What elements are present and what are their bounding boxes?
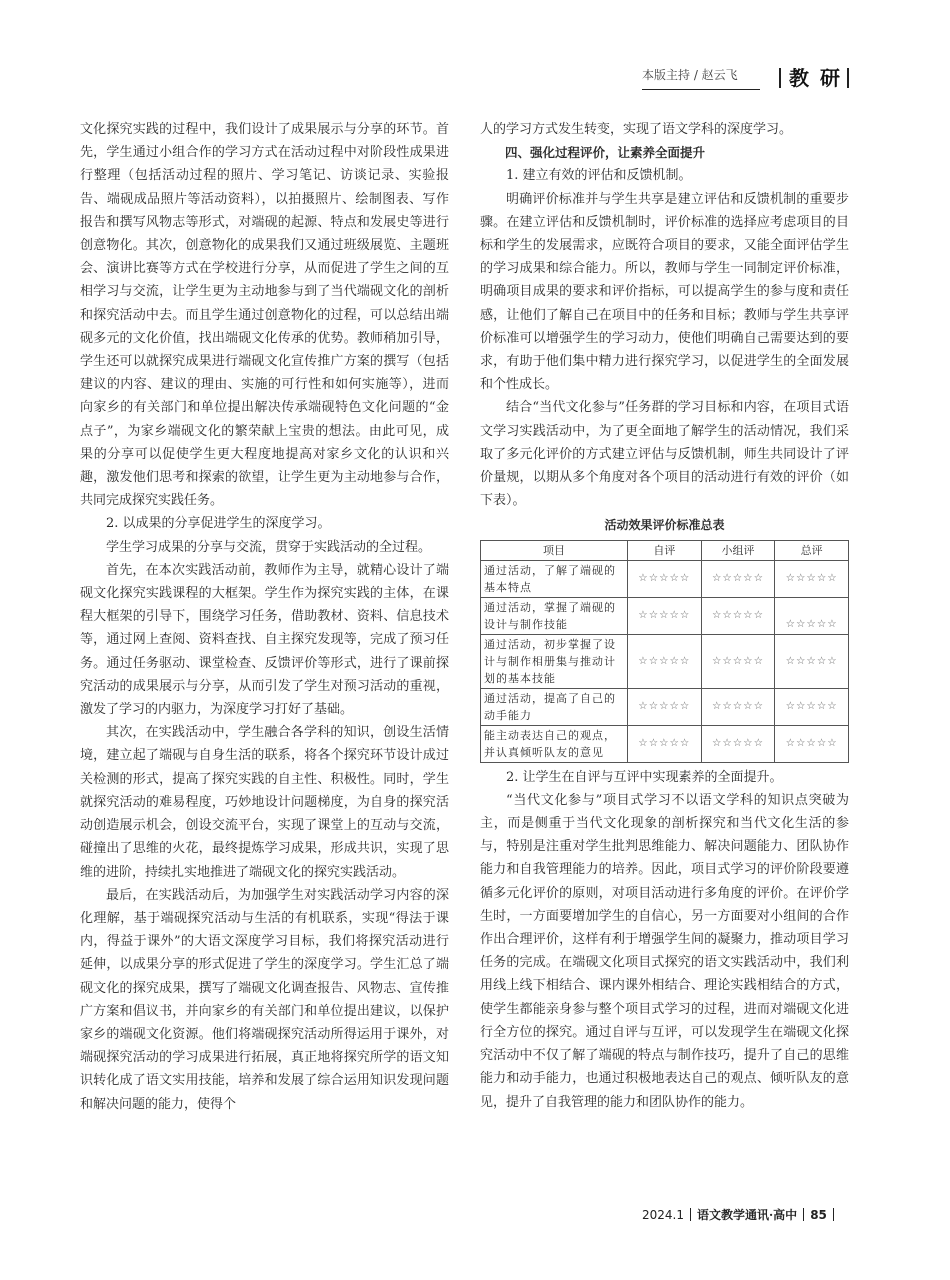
- paragraph: 四、强化过程评价，让素养全面提升: [505, 145, 706, 161]
- paragraph: 2. 以成果的分享促进学生的深度学习。: [106, 516, 331, 532]
- left-column: [80, 118, 449, 1116]
- journal-name: 语文教学通讯·高中: [697, 1208, 798, 1222]
- row-total-rating: ☆☆☆☆☆: [775, 597, 849, 634]
- row-total-rating: ☆☆☆☆☆: [775, 560, 849, 597]
- paragraph: 文化探究实践的过程中，我们设计了成果展示与分享的环节。首先，学生通过小组合作的学习方式在活动过程中对阶段性成果进行整理（包括活动过程的照片、学习笔记、访谈记录、实验报告、端砚成品照片等活动资料），以拍摄照片、绘制图表、写作报告和撰写风物志等形式，对端砚的起源、特点和发展史等进行创意物化。其次，创意物化的成果我们又通过班级展览、主题班会、演讲比赛等方式在学校进行分享，从而促进了学生之间的互相学习与交流，让学生更为主动地参与到了当代端砚文化的剖析和探究活动中去。而且学生通过创意物化的过程，可以总结出端砚多元的文化价值，找出端砚文化传承的优势。教师稍加引导，学生还可以就探究成果进行端砚文化宣传推广方案的撰写（包括建议的内容、建议的理由、实施的可行性和如何实施等），进而向家乡的有关部门和单位提出解决传承端砚特色文化问题的“金点子”，为家乡端砚文化的繁荣献上宝贵的想法。由此可见，成果的分享可以促使学生更大程度地提高对家乡文化的认识和兴趣，激发他们思考和探索的欲望，让学生更为主动地参与合作，共同完成探究实践任务。: [80, 122, 449, 509]
- row-item-cell: 通过活动，掌握了端砚的设计与制作技能: [481, 597, 628, 634]
- row-group-rating: ☆☆☆☆☆: [701, 634, 775, 688]
- row-total-rating: ☆☆☆☆☆: [775, 634, 849, 688]
- table-row: [481, 634, 849, 688]
- paragraph: 1. 建立有效的评估和反馈机制。: [506, 168, 692, 184]
- paragraph: 学生学习成果的分享与交流，贯穿于实践活动的全过程。: [106, 539, 432, 555]
- row-total-rating: ☆☆☆☆☆: [775, 725, 849, 762]
- row-group-rating: ☆☆☆☆☆: [701, 597, 775, 634]
- row-item-cell: 能主动表达自己的观点，并认真倾听队友的意见: [481, 725, 628, 762]
- paragraph: 其次，在实践活动中，学生融合各学科的知识，创设生活情境，建立起了端砚与自身生活的联系，将各个探究环节设计成过关检测的形式，提高了探究实践的自主性、积极性。同时，学生就探究活动的难易程度，巧妙地设计问题梯度，为自身的探究活动创造展示机会，创设交流平台，实现了课堂上的互动与交流，碰撞出了思维的火花，最终提炼学习成果，形成共识，实现了思维的进阶，持续扎实地推进了端砚文化的探究实践活动。: [80, 725, 449, 880]
- header-divider-right: [847, 68, 849, 88]
- evaluation-table: [480, 540, 849, 763]
- col-header-total: 总评: [775, 540, 849, 560]
- page-number: 85: [810, 1208, 827, 1222]
- row-group-rating: ☆☆☆☆☆: [701, 560, 775, 597]
- col-header-item: 项目: [481, 540, 628, 560]
- table-row: [481, 560, 849, 597]
- paragraph: 人的学习方式发生转变，实现了语文学科的深度学习。: [480, 122, 793, 137]
- page-footer: [642, 1206, 840, 1223]
- row-item-cell: 通过活动，初步掌握了设计与制作相册集与推动计划的基本技能: [481, 634, 628, 688]
- issue-number: 2024.1: [642, 1208, 684, 1222]
- row-self-rating: ☆☆☆☆☆: [628, 560, 702, 597]
- footer-divider: [803, 1208, 804, 1221]
- header-divider: [779, 68, 781, 88]
- table-header-row: [481, 540, 849, 560]
- row-self-rating: ☆☆☆☆☆: [628, 688, 702, 725]
- row-group-rating: ☆☆☆☆☆: [701, 688, 775, 725]
- row-self-rating: ☆☆☆☆☆: [628, 597, 702, 634]
- section-title: 教 研: [789, 66, 842, 90]
- row-self-rating: ☆☆☆☆☆: [628, 634, 702, 688]
- paragraph: 结合“当代文化参与”任务群的学习目标和内容，在项目式语文学习实践活动中，为了更全面地了解学生的活动情况，我们采取了多元化评价的方式建立评估与反馈机制，师生共同设计了评价量规，以期从多个角度对各个项目的活动进行有效的评价（如下表）。: [480, 400, 849, 509]
- row-item-cell: 通过活动，了解了端砚的基本特点: [481, 560, 628, 597]
- page-header: [642, 62, 860, 92]
- paragraph: 明确评价标准并与学生共享是建立评估和反馈机制的重要步骤。在建立评估和反馈机制时，评价标准的选择应考虑项目的目标和学生的发展需求，应既符合项目的要求，又能全面评估学生的学习成果和综合能力。所以，教师与学生一同制定评价标准，明确项目成果的要求和评价指标，可以提高学生的参与度和责任感，让他们了解自己在项目中的任务和目标；教师与学生共享评价标准可以增强学生的学习动力，使他们明确自己需要达到的要求，有助于他们集中精力进行探究学习，以促进学生的全面发展和个性成长。: [480, 191, 849, 393]
- table-row: [481, 725, 849, 762]
- paragraph: “当代文化参与”项目式学习不以语文学科的知识点突破为主，而是侧重于当代文化现象的剖析探究和当代文化生活的参与，特别是注重对学生批判思维能力、解决问题能力、团队协作能力和自我管理能力的培养。因此，项目式学习的评价阶段要遵循多元化评价的原则，对项目活动进行多角度的评价。在评价学生时，一方面要增加学生的自信心，另一方面要对小组间的合作作出合理评价，这样有利于增强学生间的凝聚力，推动项目学习任务的完成。在端砚文化项目式探究的语文实践活动中，我们利用线上线下相结合、课内课外相结合、理论实践相结合的方式，使学生都能亲身参与整个项目式学习的过程，进而对端砚文化进行全方位的探究。通过自评与互评，可以发现学生在端砚文化探究活动中不仅了解了端砚的特点与制作技巧，提升了自己的思维能力和动手能力，也通过积极地表达自己的观点、倾听队友的意见，提升了自我管理的能力和团队协作的能力。: [480, 792, 849, 1110]
- table-row: [481, 597, 849, 634]
- footer-divider: [690, 1208, 691, 1221]
- paragraph: 2. 让学生在自评与互评中实现素养的全面提升。: [506, 769, 783, 785]
- row-group-rating: ☆☆☆☆☆: [701, 725, 775, 762]
- footer-divider: [833, 1208, 834, 1221]
- paragraph: 最后，在实践活动后，为加强学生对实践活动学习内容的深化理解，基于端砚探究活动与生活的有机联系，实现“得法于课内，得益于课外”的大语文深度学习目标，我们将探究活动进行延伸，以成果分享的形式促进了学生的深度学习。学生汇总了端砚文化的探究成果，撰写了端砚文化调查报告、风物志、宣传推广方案和倡议书，并向家乡的有关部门和单位提出建议，以保护家乡的端砚文化资源。他们将端砚探究活动所得运用于课外，对端砚探究活动的学习成果进行拓展，真正地将探究所学的语文知识转化成了语文实用技能，培养和发展了综合运用知识发现问题和解决问题的能力，使得个: [80, 887, 449, 1112]
- col-header-self: 自评: [628, 540, 702, 560]
- row-total-rating: ☆☆☆☆☆: [775, 688, 849, 725]
- table-row: [481, 688, 849, 725]
- table-title: 活动效果评价标准总表: [604, 518, 725, 533]
- right-bottom-text: [480, 766, 849, 1114]
- right-top-text: [480, 118, 849, 512]
- host-credit: 本版主持 / 赵云飞: [642, 66, 760, 90]
- right-column: [480, 118, 849, 1114]
- row-self-rating: ☆☆☆☆☆: [628, 725, 702, 762]
- col-header-group: 小组评: [701, 540, 775, 560]
- row-item-cell: 通过活动，提高了自己的动手能力: [481, 688, 628, 725]
- paragraph: 首先，在本次实践活动前，教师作为主导，就精心设计了端砚文化探究实践课程的大框架。学生作为探究实践的主体，在课程大框架的引导下，围绕学习任务，借助教材、资料、信息技术等，通过网上查阅、资料查找、自主探究发现等，完成了预习任务。通过任务驱动、课堂检查、反馈评价等形式，进行了课前探究活动的成果展示与分享，从而引发了学生对预习活动的重视，激发了学习的内驱力，为深度学习打好了基础。: [80, 562, 449, 718]
